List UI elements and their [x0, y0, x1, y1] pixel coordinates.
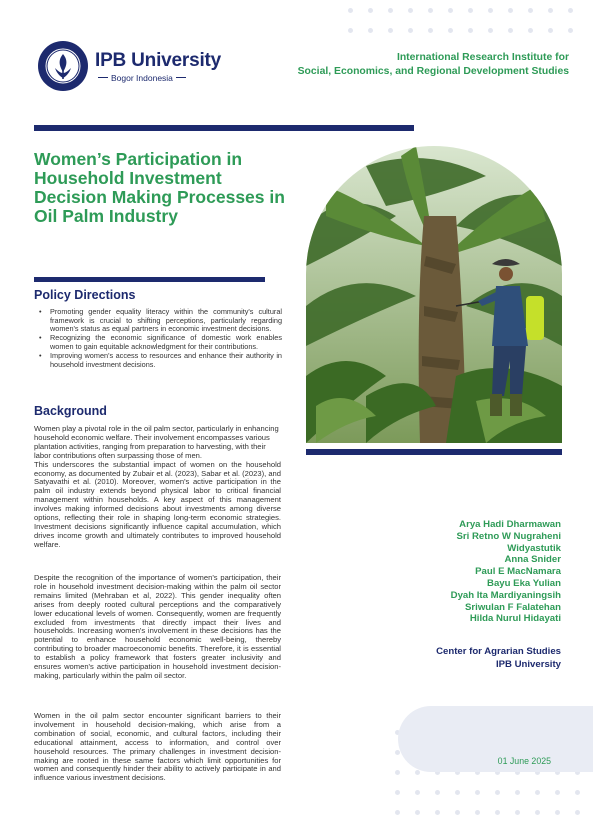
decorative-dot	[488, 28, 493, 33]
decorative-dot	[508, 8, 513, 13]
author-name: Arya Hadi Dharmawan	[459, 519, 561, 530]
decorative-dot	[395, 770, 400, 775]
decorative-dot	[548, 8, 553, 13]
decorative-dot	[468, 8, 473, 13]
decorative-dot	[415, 770, 420, 775]
author-name: Anna Snider	[504, 554, 561, 566]
author-list	[451, 519, 561, 625]
logo-subtitle: Bogor Indonesia	[95, 73, 221, 83]
decorative-dot	[435, 810, 440, 815]
decorative-dot	[495, 810, 500, 815]
ipb-seal-icon	[37, 40, 89, 92]
author-name: Bayu Eka Yulian	[487, 577, 561, 589]
decorative-dot	[448, 28, 453, 33]
decorative-dot	[548, 28, 553, 33]
divider-top	[34, 125, 414, 131]
decorative-dot	[535, 790, 540, 795]
decorative-dot	[348, 28, 353, 33]
decorative-dot	[475, 810, 480, 815]
date-backdrop	[398, 706, 593, 772]
decorative-dot	[568, 8, 573, 13]
decorative-dot	[408, 28, 413, 33]
decorative-dot	[415, 810, 420, 815]
decorative-dot	[495, 790, 500, 795]
author-name: Widyastutik	[507, 542, 561, 554]
decorative-dot	[395, 790, 400, 795]
policy-heading: Policy Directions	[34, 288, 136, 302]
decorative-dot	[575, 810, 580, 815]
decorative-dot	[515, 810, 520, 815]
decorative-dot	[568, 28, 573, 33]
decorative-dot	[435, 790, 440, 795]
decorative-dot	[395, 810, 400, 815]
decorative-dot	[448, 8, 453, 13]
author-name: Sri Retno W Nugraheni	[456, 530, 561, 542]
background-paragraph-2: Despite the recognition of the importance of women's participation, their role in household investment decision-making within the palm oil sector remains limited (Mehraban et al, 2022). This gender inequality often arises from deeply rooted cultural perceptions and the comparatively lower educational levels of women. Consequently, women are frequently excluded from investments that directly impact their lives and households. Increasing women's involvement in these decisions has the potential to enhance household economic well-being, thereby contributing to broader macroeconomic benefits. Therefore, it is essential to establish a policy framework that fosters greater inclusivity and ensures women's active participation in household investment decision-making, particularly within the palm oil sector.	[34, 573, 281, 680]
author-name: Dyah Ita Mardiyaningsih	[450, 589, 561, 601]
decorative-dot	[555, 810, 560, 815]
ipb-logo	[37, 40, 221, 92]
decorative-dot	[475, 790, 480, 795]
policy-item: • Recognizing the economic significance of domestic work enables women to gain equitable acknowledgment for their contributions.	[36, 334, 282, 351]
divider-photo	[306, 449, 562, 455]
decorative-dot	[368, 8, 373, 13]
policy-list	[36, 308, 282, 370]
decorative-dot	[488, 8, 493, 13]
decorative-dot	[528, 28, 533, 33]
author-name: Paul E MacNamara	[475, 566, 561, 578]
decorative-dot	[508, 28, 513, 33]
policy-item: • Promoting gender equality literacy within the community's cultural framework is crucial to shifting perceptions, particularly regarding women's status as equal partners in economic investment decisions.	[36, 308, 282, 334]
decorative-dot	[428, 8, 433, 13]
decorative-dot	[468, 28, 473, 33]
decorative-dot	[408, 8, 413, 13]
background-heading: Background	[34, 404, 107, 418]
plantation-photo	[306, 146, 562, 443]
decorative-dot	[388, 8, 393, 13]
decorative-dot	[535, 810, 540, 815]
document-title: Women’s Participation in Household Investment Decision Making Processes in Oil Palm Industry	[34, 149, 285, 226]
divider-title	[34, 277, 265, 282]
decorative-dot	[515, 790, 520, 795]
background-paragraph-1: Women play a pivotal role in the oil palm sector, particularly in enhancing household economic welfare. Their involvement encompasses various plantation activities, ranging from preparation to harvesting, with their labor contributions often surpassing those of men. This underscores the substantial impact of women on the household economy, as documented by Zubair et al. (2023), Sabar et al. (2023), and Satyavathi et al. (2010). Moreover, women's active participation in the palm oil industry extends beyond physical labor to critical financial management within households. A key aspect of this management involves making informed decisions about investments among diverse options, reflecting their role in shaping long-term economic strategies. Investment decisions significantly influence capital accumulation, which drives income growth and ultimately contributes to improved household welfare.	[34, 424, 281, 549]
decorative-dot	[368, 28, 373, 33]
author-name: Sriwulan F Falatehan	[465, 601, 561, 613]
decorative-dot	[415, 790, 420, 795]
decorative-dot	[428, 28, 433, 33]
author-name: Hilda Nurul Hidayati	[469, 613, 561, 625]
decorative-dot	[555, 790, 560, 795]
decorative-dot	[528, 8, 533, 13]
decorative-dot	[348, 8, 353, 13]
decorative-dot	[388, 28, 393, 33]
publication-date: 01 June 2025	[497, 756, 551, 766]
decorative-dot	[575, 790, 580, 795]
background-paragraph-3: Women in the oil palm sector encounter significant barriers to their involvement in household decision-making, which arise from a combination of social, economic, and cultural factors, including their educational attainment, access to information, and control over household resources. The primary challenges in investment decision-making are rooted in these same factors which limit opportunities for women and consequently hinder their ability to actively participate in and influence various investment decisions.	[34, 711, 281, 783]
logo-name: IPB University	[95, 49, 222, 71]
policy-item: • Improving women's access to resources and enhance their authority in household investment decisions.	[36, 352, 282, 369]
institute-name: International Research Institute for Social, Economics, and Regional Development Studies	[297, 52, 569, 77]
center-affiliation: Center for Agrarian Studies IPB University	[436, 646, 561, 671]
decorative-dot	[455, 790, 460, 795]
decorative-dot	[455, 810, 460, 815]
